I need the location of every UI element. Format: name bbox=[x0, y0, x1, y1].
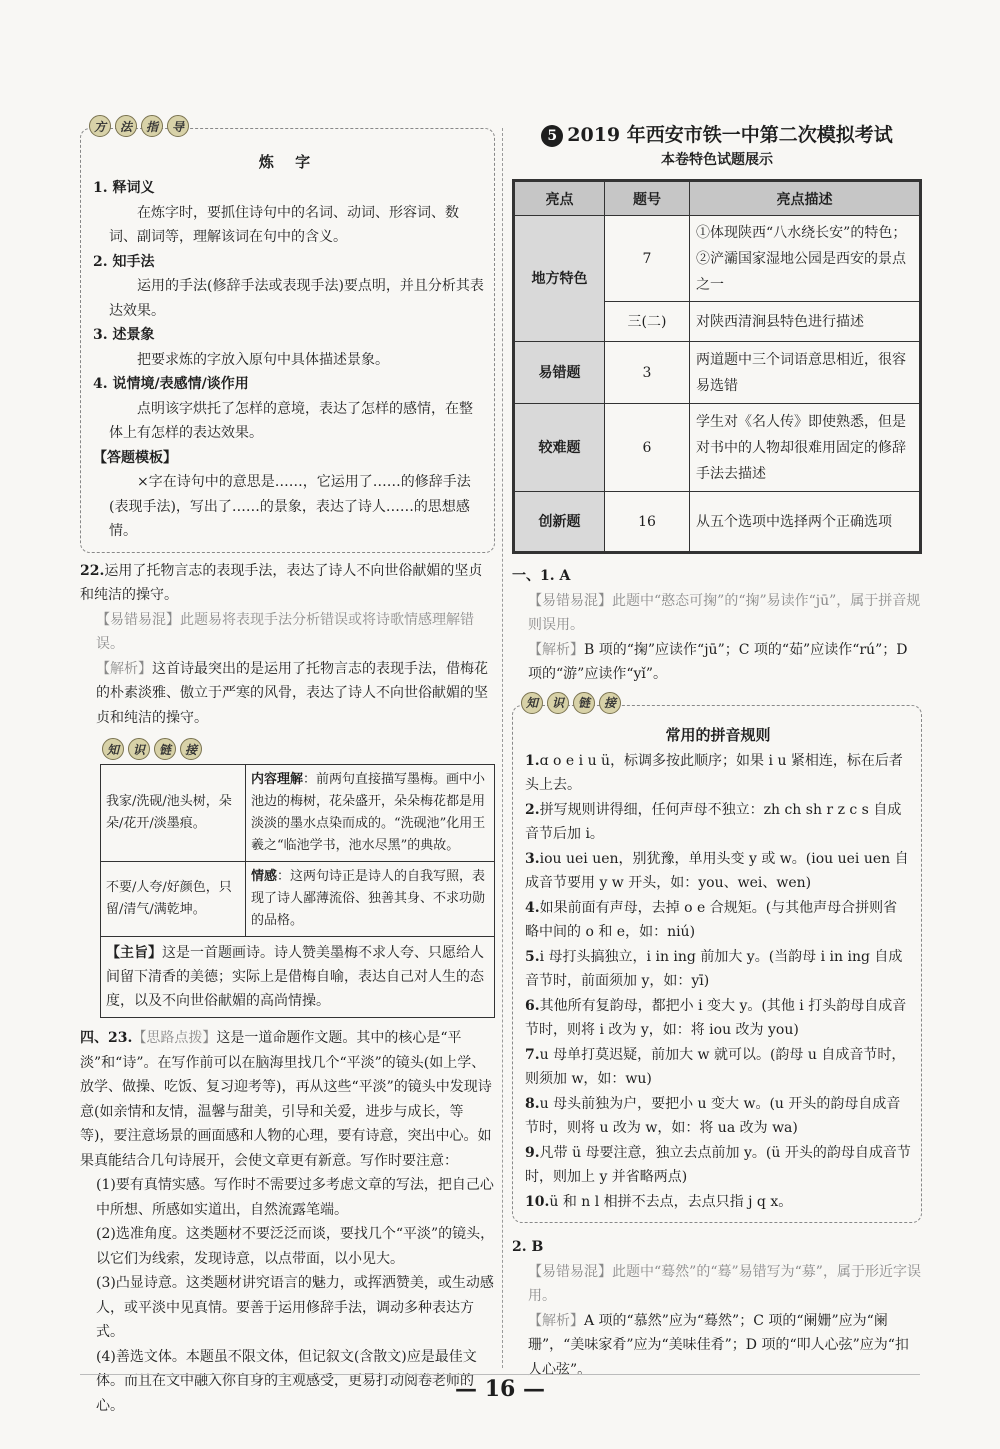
mistake-label: 【易错易混】 bbox=[528, 1263, 612, 1280]
exam-subtitle: 本卷特色试题展示 bbox=[661, 152, 773, 168]
poem-note bbox=[246, 862, 495, 937]
right-column bbox=[512, 120, 922, 1382]
table-row bbox=[101, 765, 495, 862]
theme-cell bbox=[101, 937, 495, 1018]
method-title: 炼 字 bbox=[258, 153, 319, 171]
question-number: 22. bbox=[80, 562, 105, 579]
table-row bbox=[101, 937, 495, 1018]
hint-label: 【思路点拨】 bbox=[132, 1030, 217, 1046]
analysis-text: 这首诗最突出的是运用了托物言志的表现手法，借梅花的朴素淡雅、傲立于严寒的风骨，表达了诗人不向世俗献媚的坚贞和纯洁的操守。 bbox=[96, 660, 488, 726]
poem-note bbox=[246, 765, 495, 862]
tag-char: 方 bbox=[89, 115, 111, 137]
theme-text: 这是一首题画诗。诗人赞美墨梅不求人夸、只愿给人间留下清香的美德；实际上是借梅自喻，表达自己对人生的态度，以及不向世俗献媚的高尚情操。 bbox=[106, 945, 484, 1009]
exam-title-text: 2019 年西安市铁一中第二次模拟考试 bbox=[567, 124, 893, 146]
analysis-label: 【解析】 bbox=[528, 1312, 584, 1329]
table-row bbox=[515, 216, 920, 302]
rule-number: 10. bbox=[525, 1193, 550, 1210]
note-label: 内容理解 bbox=[251, 772, 304, 787]
number-cell: 三(二) bbox=[605, 302, 690, 342]
rule-text: u 母单打莫迟疑，前加大 w 就可以。(韵母 u 自成音节时，则须加 w，如：wu) bbox=[525, 1046, 906, 1087]
method-body: 在炼字时，要抓住诗句中的名词、动词、形容词、数词、副词等，理解该词在句中的含义。 bbox=[109, 204, 459, 245]
rule-text: ɑ o e i u ü，标调多按此顺序；如果 i u 紧相连，标在后者头上去。 bbox=[525, 752, 903, 793]
mistake-label: 【易错易混】 bbox=[96, 611, 180, 628]
column-header: 亮点描述 bbox=[690, 182, 920, 216]
answer-text: 运用了托物言志的表现手法，表达了诗人不向世俗献媚的坚贞和纯洁的操守。 bbox=[80, 562, 483, 603]
rule-number: 6. bbox=[525, 997, 540, 1014]
note-text: ：这两句诗正是诗人的自我写照，表现了诗人鄙薄流俗、独善其身、不求功勋的品格。 bbox=[251, 869, 486, 928]
list-item bbox=[525, 896, 911, 945]
note-text: ：前两句直接描写墨梅。画中小池边的梅树，花朵盛开，朵朵梅花都是用淡淡的墨水点染而成的。“洗砚池”化用王羲之“临池学书，池水尽黑”的典故。 bbox=[251, 772, 486, 853]
writing-point: (1)要有真情实感。写作时不需要过多考虑文章的写法，把自己心中所想、所感如实道出，自然流露笔端。 bbox=[96, 1177, 494, 1218]
tag-char: 接 bbox=[180, 738, 202, 760]
table-row bbox=[101, 862, 495, 937]
rule-text: 其他所有复韵母，都把小 i 变大 y。(其他 i 打头韵母自成音节时，则将 i 改为 y，如：将 iou 改为 you) bbox=[525, 997, 907, 1038]
rule-text: 凡带 ü 母要注意，独立去点前加 y。(ü 开头的韵母自成音节时，则加上 y 并省略两点) bbox=[525, 1144, 911, 1185]
list-item bbox=[525, 847, 911, 896]
analysis-text: A 项的“慕然”应为“蓦然”；C 项的“阑姗”应为“阑珊”，“美味家肴”应为“美味佳肴”；D 项的“叩人心弦”应为“扣人心弦”。 bbox=[528, 1312, 909, 1378]
rule-number: 8. bbox=[525, 1095, 540, 1112]
page-number: — 16 — bbox=[455, 1376, 545, 1402]
rule-text: 如果前面有声母，去掉 o e 合规矩。(与其他声母合拼则省略中间的 o 和 e，如：niú) bbox=[525, 899, 898, 940]
column-header: 题号 bbox=[605, 182, 690, 216]
column-header: 亮点 bbox=[515, 182, 605, 216]
hint-text: 这是一道命题作文题。其中的核心是“平淡”和“诗”。在写作前可以在脑海里找几个“平淡”的镜头(如上学、放学、做操、吃饭、复习迎考等)，再从这些“平淡”的镜头中发现诗意(如亲情和友情，温馨与甜美，引导和关爱，进步与成长，等等)，要注意场景的画面感和人物的心理，要有诗意，突出中心。如果真能结合几句诗展开，会使文章更有新意。写作时要注意： bbox=[80, 1030, 492, 1169]
description-cell: 两道题中三个词语意思相近，很容易选错 bbox=[690, 342, 920, 404]
method-heading: 3. 述景象 bbox=[93, 327, 155, 343]
tag-char: 法 bbox=[115, 115, 137, 137]
method-body: 运用的手法(修辞手法或表现手法)要点明，并且分析其表达效果。 bbox=[109, 278, 484, 319]
exam-number-badge: 5 bbox=[541, 125, 563, 147]
analysis-label: 【解析】 bbox=[96, 660, 152, 677]
method-heading: 2. 知手法 bbox=[93, 253, 155, 270]
method-heading: 4. 说情境/表感情/谈作用 bbox=[93, 376, 249, 392]
description-cell: 对陕西清涧县特色进行描述 bbox=[690, 302, 920, 342]
rule-text: i 母打头搞独立，i in ing 前加大 y。(当韵母 i in ing 自成音节时，前面须加 y，如：yī) bbox=[525, 948, 903, 989]
tag-char: 识 bbox=[547, 692, 569, 714]
mistake-text: 此题易将表现手法分析错误或将诗歌情感理解错误。 bbox=[96, 611, 474, 652]
category-cell: 地方特色 bbox=[515, 216, 605, 342]
template-body: ×字在诗句中的意思是……，它运用了……的修辞手法(表现手法)，写出了……的景象，表达了诗人……的思想感情。 bbox=[109, 474, 471, 539]
poem-lines: 不要/人夸/好颜色，只留/清气/满乾坤。 bbox=[101, 862, 246, 937]
list-item bbox=[525, 1092, 911, 1141]
pinyin-rules-box bbox=[512, 696, 922, 1224]
footer-rule bbox=[80, 1374, 920, 1375]
tag-char: 导 bbox=[167, 115, 189, 137]
tag-char: 知 bbox=[102, 738, 124, 760]
list-item bbox=[525, 1043, 911, 1092]
method-guide-tags bbox=[89, 115, 189, 137]
pinyin-tags bbox=[521, 692, 621, 714]
feature-table-frame bbox=[512, 179, 922, 554]
rule-number: 7. bbox=[525, 1046, 540, 1063]
knowledge-tags bbox=[80, 738, 495, 760]
template-heading: 【答题模板】 bbox=[93, 449, 177, 466]
analysis-label: 【解析】 bbox=[528, 641, 584, 658]
method-guide-box bbox=[80, 119, 495, 553]
poem-lines: 我家/洗砚/池头树，朵朵/花开/淡墨痕。 bbox=[101, 765, 246, 862]
tag-char: 链 bbox=[573, 692, 595, 714]
question-1 bbox=[512, 564, 922, 687]
question-22 bbox=[80, 559, 495, 731]
description-cell: 从五个选项中选择两个正确选项 bbox=[690, 492, 920, 552]
rule-number: 1. bbox=[525, 752, 540, 769]
table-row bbox=[515, 404, 920, 492]
category-cell: 创新题 bbox=[515, 492, 605, 552]
question-number: 2. B bbox=[512, 1239, 544, 1255]
list-item bbox=[525, 994, 911, 1043]
number-cell: 6 bbox=[605, 404, 690, 492]
rule-text: ü 和 n l 相拼不去点，去点只指 j q x。 bbox=[549, 1193, 793, 1210]
knowledge-link bbox=[80, 738, 495, 1018]
writing-point: (2)选准角度。这类题材不要泛泛而谈，要找几个“平淡”的镜头，以它们为线索，发现诗意，以点带面，以小见大。 bbox=[96, 1226, 495, 1267]
left-column bbox=[80, 120, 495, 1418]
list-item bbox=[525, 1141, 911, 1190]
analysis-text: B 项的“掬”应读作“jū”；C 项的“茹”应读作“rú”；D 项的“游”应读作“yǐ”。 bbox=[528, 641, 908, 682]
question-number: 四、23. bbox=[80, 1030, 133, 1046]
exam-title bbox=[512, 120, 922, 147]
category-cell: 易错题 bbox=[515, 342, 605, 404]
table-row bbox=[515, 342, 920, 404]
rule-number: 3. bbox=[525, 850, 540, 867]
pinyin-title: 常用的拼音规则 bbox=[665, 725, 771, 744]
tag-char: 接 bbox=[599, 692, 621, 714]
writing-point: (4)善选文体。本题虽不限文体，但记叙文(含散文)应是最佳文体。而且在文中融入你自身的主观感受，更易打动阅卷老师的心。 bbox=[96, 1348, 477, 1414]
poem-table bbox=[100, 764, 495, 1018]
question-2 bbox=[512, 1235, 922, 1382]
description-cell: 学生对《名人传》即使熟悉，但是对书中的人物却很难用固定的修辞手法去描述 bbox=[690, 404, 920, 492]
list-item bbox=[525, 945, 911, 994]
table-row bbox=[515, 492, 920, 552]
feature-table bbox=[514, 181, 920, 552]
rule-number: 4. bbox=[525, 899, 540, 916]
writing-point: (3)凸显诗意。这类题材讲究语言的魅力，或挥洒赞美，或生动感人，或平淡中见真情。要善于运用修辞手法，调动多种表达方式。 bbox=[96, 1275, 494, 1340]
method-heading: 1. 释词义 bbox=[93, 180, 155, 196]
mistake-text: 此题中“憨态可掬”的“掬”易读作“jū”，属于拼音规则误用。 bbox=[528, 592, 921, 633]
mistake-label: 【易错易混】 bbox=[528, 592, 612, 609]
tag-char: 知 bbox=[521, 692, 543, 714]
list-item bbox=[525, 798, 911, 847]
mistake-text: 此题中“蓦然”的“蓦”易错写为“募”，属于形近字误用。 bbox=[528, 1263, 921, 1304]
number-cell: 16 bbox=[605, 492, 690, 552]
column-divider bbox=[502, 128, 503, 1368]
rule-number: 9. bbox=[525, 1144, 540, 1161]
tag-char: 识 bbox=[128, 738, 150, 760]
note-label: 情感 bbox=[251, 869, 278, 884]
description-cell: ①体现陕西“八水绕长安”的特色；②浐灞国家湿地公园是西安的景点之一 bbox=[690, 216, 920, 302]
rule-number: 2. bbox=[525, 801, 540, 818]
rule-text: u 母头前独为户，要把小 u 变大 w。(u 开头的韵母自成音节时，则将 u 改为 w，如：将 ua 改为 wa) bbox=[525, 1095, 901, 1136]
rule-text: 拼写规则讲得细，任何声母不独立：zh ch sh r z c s 自成音节后加 i。 bbox=[525, 801, 902, 842]
method-body: 把要求炼的字放入原句中具体描述景象。 bbox=[137, 351, 389, 368]
question-number: 一、1. A bbox=[512, 568, 571, 584]
rule-text: iou uei uen，别犹豫，单用头变 y 或 w。(iou uei uen 自成音节要用 y w 开头，如：you、wei、wen) bbox=[525, 850, 909, 891]
question-23 bbox=[80, 1026, 495, 1418]
list-item bbox=[525, 749, 911, 798]
tag-char: 链 bbox=[154, 738, 176, 760]
number-cell: 3 bbox=[605, 342, 690, 404]
table-header-row bbox=[515, 182, 920, 216]
tag-char: 指 bbox=[141, 115, 163, 137]
category-cell: 较难题 bbox=[515, 404, 605, 492]
theme-label: 【主旨】 bbox=[106, 945, 162, 961]
list-item bbox=[525, 1190, 911, 1215]
number-cell: 7 bbox=[605, 216, 690, 302]
method-body: 点明该字烘托了怎样的意境，表达了怎样的感情，在整体上有怎样的表达效果。 bbox=[109, 400, 473, 441]
rule-number: 5. bbox=[525, 948, 540, 965]
